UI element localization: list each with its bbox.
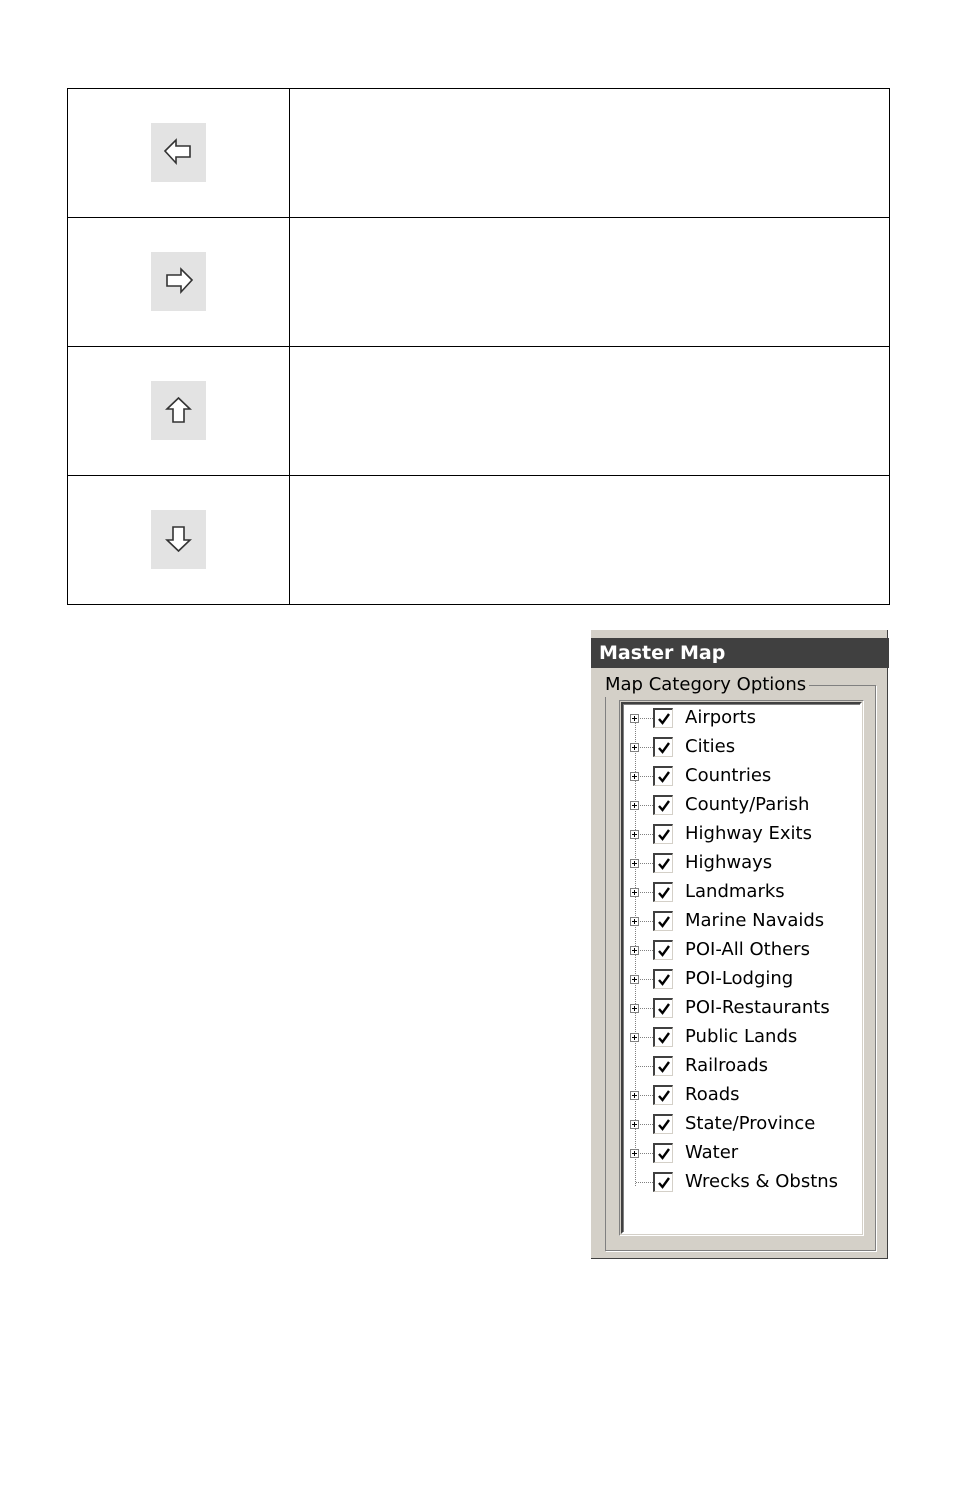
expand-plus-icon[interactable]	[630, 1149, 639, 1158]
checkmark-icon	[656, 885, 672, 901]
tree-item[interactable]	[623, 850, 858, 879]
tree-item[interactable]	[623, 1169, 858, 1198]
category-checkbox[interactable]	[653, 1114, 673, 1134]
tree-branch-line	[636, 1182, 653, 1183]
tree-item-label: Railroads	[685, 1055, 768, 1076]
expand-plus-icon[interactable]	[630, 801, 639, 810]
arrow-up-icon	[151, 381, 206, 440]
tree-item[interactable]	[623, 1024, 858, 1053]
expand-plus-icon[interactable]	[630, 1033, 639, 1042]
category-checkbox[interactable]	[653, 969, 673, 989]
table-row	[68, 89, 890, 218]
category-checkbox[interactable]	[653, 911, 673, 931]
checkmark-icon	[656, 856, 672, 872]
tree-item-label: Landmarks	[685, 881, 785, 902]
tree-item[interactable]	[623, 966, 858, 995]
icon-cell	[68, 218, 290, 347]
category-checkbox[interactable]	[653, 853, 673, 873]
tree-item[interactable]	[623, 908, 858, 937]
tree-item-label: Marine Navaids	[685, 910, 825, 931]
arrow-button-table	[67, 88, 890, 605]
tree-item-label: Public Lands	[685, 1026, 798, 1047]
expand-plus-icon[interactable]	[630, 1004, 639, 1013]
table-row	[68, 476, 890, 605]
tree-item-label: Highway Exits	[685, 823, 812, 844]
scroll-left-button[interactable]	[151, 123, 206, 182]
expand-plus-icon[interactable]	[630, 917, 639, 926]
table-row	[68, 218, 890, 347]
category-checkbox[interactable]	[653, 882, 673, 902]
tree-item-label: POI-All Others	[685, 939, 810, 960]
category-checkbox[interactable]	[653, 1085, 673, 1105]
checkmark-icon	[656, 1146, 672, 1162]
scroll-up-button[interactable]	[151, 381, 206, 440]
checkmark-icon	[656, 914, 672, 930]
checkmark-icon	[656, 943, 672, 959]
arrow-left-icon	[151, 123, 206, 182]
category-checkbox[interactable]	[653, 1172, 673, 1192]
checkmark-icon	[656, 1175, 672, 1191]
expand-plus-icon[interactable]	[630, 830, 639, 839]
scroll-right-button[interactable]	[151, 252, 206, 311]
category-checkbox[interactable]	[653, 940, 673, 960]
tree-item-label: POI-Restaurants	[685, 997, 830, 1018]
tree-item-label: Cities	[685, 736, 736, 757]
checkmark-icon	[656, 769, 672, 785]
category-checkbox[interactable]	[653, 998, 673, 1018]
scroll-down-button[interactable]	[151, 510, 206, 569]
tree-item[interactable]	[623, 1140, 858, 1169]
checkmark-icon	[656, 740, 672, 756]
category-checkbox[interactable]	[653, 766, 673, 786]
tree-item-label: POI-Lodging	[685, 968, 794, 989]
category-checkbox[interactable]	[653, 824, 673, 844]
category-checkbox[interactable]	[653, 1027, 673, 1047]
description-cell	[290, 89, 890, 218]
expand-plus-icon[interactable]	[630, 714, 639, 723]
tree-item[interactable]	[623, 705, 858, 734]
checkmark-icon	[656, 827, 672, 843]
arrow-down-icon	[151, 510, 206, 569]
checkmark-icon	[656, 1059, 672, 1075]
panel-title: Master Map	[591, 638, 889, 668]
expand-plus-icon[interactable]	[630, 975, 639, 984]
description-cell	[290, 347, 890, 476]
category-checkbox[interactable]	[653, 737, 673, 757]
tree-item[interactable]	[623, 995, 858, 1024]
tree-item-label: Highways	[685, 852, 773, 873]
expand-plus-icon[interactable]	[630, 946, 639, 955]
tree-item-label: Water	[685, 1142, 739, 1163]
tree-item[interactable]	[623, 763, 858, 792]
checkmark-icon	[656, 1117, 672, 1133]
tree-item-label: County/Parish	[685, 794, 810, 815]
category-checkbox[interactable]	[653, 795, 673, 815]
description-cell	[290, 218, 890, 347]
checkmark-icon	[656, 972, 672, 988]
tree-branch-line	[636, 1066, 653, 1067]
expand-plus-icon[interactable]	[630, 743, 639, 752]
tree-item[interactable]	[623, 1111, 858, 1140]
category-checkbox[interactable]	[653, 1143, 673, 1163]
checkmark-icon	[656, 1001, 672, 1017]
icon-cell	[68, 347, 290, 476]
tree-item[interactable]	[623, 734, 858, 763]
category-checkbox[interactable]	[653, 1056, 673, 1076]
expand-plus-icon[interactable]	[630, 859, 639, 868]
expand-plus-icon[interactable]	[630, 1091, 639, 1100]
expand-plus-icon[interactable]	[630, 772, 639, 781]
description-cell	[290, 476, 890, 605]
icon-cell	[68, 476, 290, 605]
tree-item[interactable]	[623, 821, 858, 850]
checkmark-icon	[656, 798, 672, 814]
category-checkbox[interactable]	[653, 708, 673, 728]
group-label: Map Category Options	[602, 673, 809, 697]
icon-cell	[68, 89, 290, 218]
tree-item-label: Roads	[685, 1084, 740, 1105]
checkmark-icon	[656, 711, 672, 727]
tree-item[interactable]	[623, 1082, 858, 1111]
expand-plus-icon[interactable]	[630, 1120, 639, 1129]
master-map-panel	[590, 629, 888, 1259]
tree-item[interactable]	[623, 792, 858, 821]
expand-plus-icon[interactable]	[630, 888, 639, 897]
tree-item[interactable]	[623, 879, 858, 908]
table-row	[68, 347, 890, 476]
category-tree[interactable]	[621, 702, 862, 1234]
checkmark-icon	[656, 1088, 672, 1104]
tree-item-label: State/Province	[685, 1113, 816, 1134]
tree-item-label: Countries	[685, 765, 772, 786]
checkmark-icon	[656, 1030, 672, 1046]
tree-item-label: Wrecks & Obstns	[685, 1171, 839, 1192]
tree-item-label: Airports	[685, 707, 756, 728]
arrow-right-icon	[151, 252, 206, 311]
tree-item[interactable]	[623, 1053, 858, 1082]
tree-item[interactable]	[623, 937, 858, 966]
